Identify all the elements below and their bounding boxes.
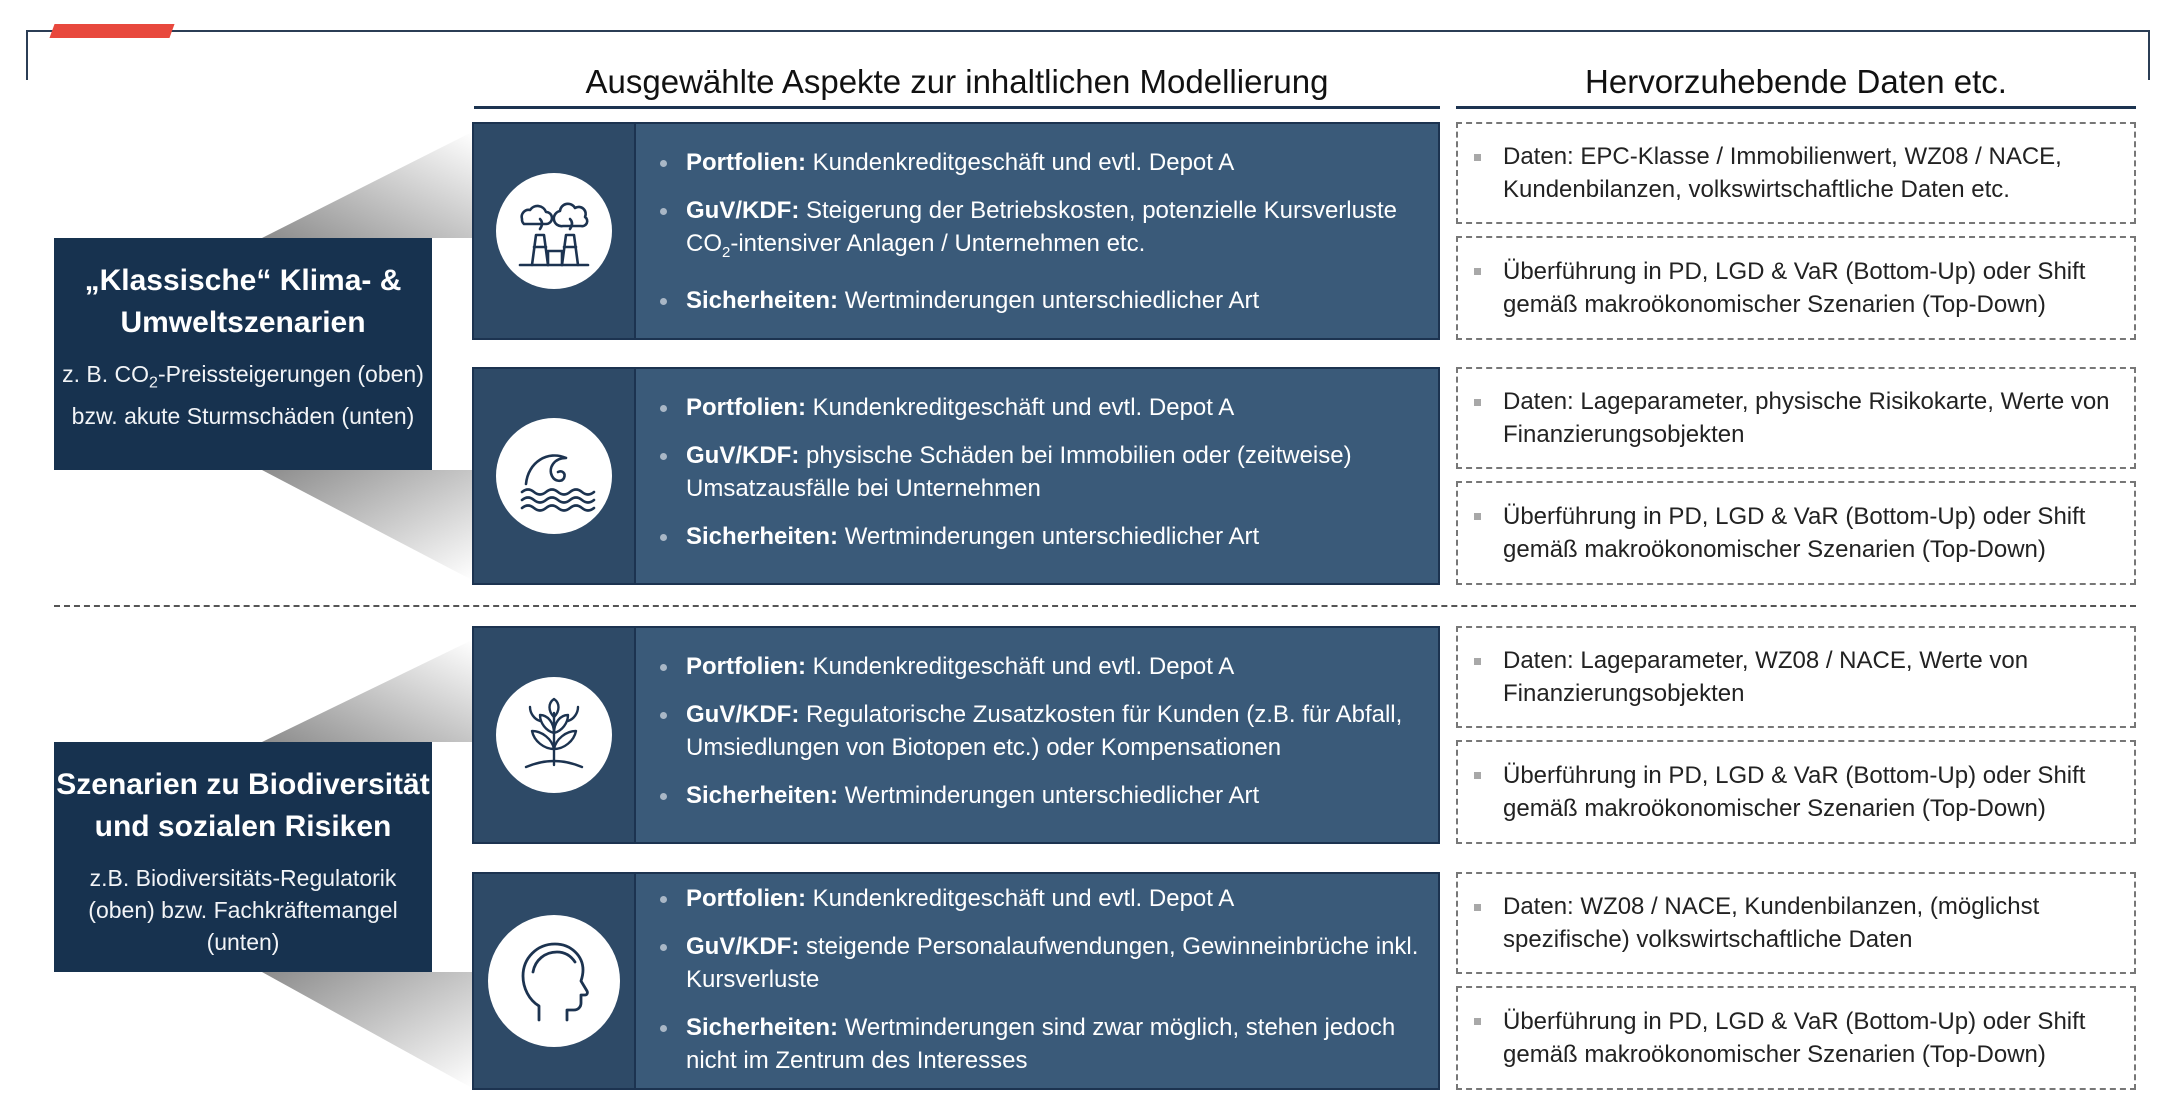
bullet-portfolio: Portfolien: Kundenkreditgeschäft und evtl. Depot A xyxy=(654,146,1424,179)
bullet-portfolio: Portfolien: Kundenkreditgeschäft und evtl. Depot A xyxy=(654,882,1424,915)
data-box-3a xyxy=(1456,626,2136,728)
plant-biodiversity-icon xyxy=(496,677,612,793)
bullet-sicherheiten: Sicherheiten: Wertminderungen sind zwar möglich, stehen jedoch nicht im Zentrum des Interesses xyxy=(654,1011,1424,1077)
funnel-top-1 xyxy=(262,132,472,238)
human-head-icon xyxy=(488,915,620,1047)
scenario-box-biodiversity xyxy=(54,742,432,972)
bullet-guv: GuV/KDF: physische Schäden bei Immobilien oder (zeitweise) Umsatzausfälle bei Unternehmen xyxy=(654,439,1424,505)
funnel-top-2 xyxy=(262,640,472,742)
section-divider xyxy=(54,605,2136,607)
data-text: Daten: Lageparameter, WZ08 / NACE, Werte von Finanzierungsobjekten xyxy=(1503,647,2029,707)
data-box-2b xyxy=(1456,481,2136,585)
scenario-title-climate: „Klassische“ Klima- & Umweltszenarien xyxy=(84,264,402,339)
row-biodiversity xyxy=(472,626,1440,844)
header-data-highlights: Hervorzuhebende Daten etc. xyxy=(1456,58,2136,109)
icon-strip xyxy=(474,628,636,842)
storm-wave-icon xyxy=(496,418,612,534)
data-text: Überführung in PD, LGD & VaR (Bottom-Up) oder Shift gemäß makroökonomischer Szenarien (Top-Down) xyxy=(1503,1008,2086,1068)
square-bullet xyxy=(1474,513,1481,520)
data-box-3b xyxy=(1456,740,2136,844)
square-bullet xyxy=(1474,154,1481,161)
square-bullet xyxy=(1474,904,1481,911)
square-bullet xyxy=(1474,399,1481,406)
row-climate-physical xyxy=(472,367,1440,585)
scenario-subtitle-biodiversity: z.B. Biodiversitäts-Regulatorik (oben) bzw. Fachkräftemangel (unten) xyxy=(88,865,398,955)
bullet-portfolio: Portfolien: Kundenkreditgeschäft und evtl. Depot A xyxy=(654,391,1424,424)
square-bullet xyxy=(1474,1018,1481,1025)
data-text: Überführung in PD, LGD & VaR (Bottom-Up) oder Shift gemäß makroökonomischer Szenarien (Top-Down) xyxy=(1503,762,2086,822)
row-bullets xyxy=(654,391,1424,568)
data-text: Überführung in PD, LGD & VaR (Bottom-Up) oder Shift gemäß makroökonomischer Szenarien (Top-Down) xyxy=(1503,258,2086,318)
data-text: Daten: Lageparameter, physische Risikokarte, Werte von Finanzierungsobjekten xyxy=(1503,388,2110,448)
bullet-portfolio: Portfolien: Kundenkreditgeschäft und evtl. Depot A xyxy=(654,650,1424,683)
row-social-risks xyxy=(472,872,1440,1090)
data-text: Daten: WZ08 / NACE, Kundenbilanzen, (möglichst spezifische) volkswirtschaftliche Daten xyxy=(1503,893,2040,953)
row-bullets xyxy=(654,882,1424,1092)
row-bullets xyxy=(654,146,1424,332)
row-bullets xyxy=(654,650,1424,827)
scenario-box-climate xyxy=(54,238,432,470)
data-box-4b xyxy=(1456,986,2136,1090)
scenario-title-biodiversity: Szenarien zu Biodiversität und sozialen Risiken xyxy=(56,768,430,843)
row-climate-transition xyxy=(472,122,1440,340)
funnel-bottom-2 xyxy=(262,972,472,1088)
bullet-sicherheiten: Sicherheiten: Wertminderungen unterschiedlicher Art xyxy=(654,520,1424,553)
icon-strip xyxy=(474,369,636,583)
icon-strip xyxy=(474,874,636,1088)
data-box-1a xyxy=(1456,122,2136,224)
square-bullet xyxy=(1474,268,1481,275)
bullet-guv: GuV/KDF: Regulatorische Zusatzkosten für Kunden (z.B. für Abfall, Umsiedlungen von Biotopen etc.) oder Kompensationen xyxy=(654,698,1424,764)
funnel-bottom-1 xyxy=(262,470,472,580)
bullet-sicherheiten: Sicherheiten: Wertminderungen unterschiedlicher Art xyxy=(654,284,1424,317)
data-text: Daten: EPC-Klasse / Immobilienwert, WZ08 / NACE, Kundenbilanzen, volkswirtschaftliche Daten etc. xyxy=(1503,143,2062,203)
bullet-sicherheiten: Sicherheiten: Wertminderungen unterschiedlicher Art xyxy=(654,779,1424,812)
data-text: Überführung in PD, LGD & VaR (Bottom-Up) oder Shift gemäß makroökonomischer Szenarien (Top-Down) xyxy=(1503,503,2086,563)
square-bullet xyxy=(1474,772,1481,779)
scenario-subtitle-climate: z. B. $CO_2$-Preissteigerungen (oben) bzw. akute Sturmschäden (unten) xyxy=(62,361,424,429)
icon-strip xyxy=(474,124,636,338)
header-modelling-aspects: Ausgewählte Aspekte zur inhaltlichen Modellierung xyxy=(474,58,1440,109)
factory-pollution-icon xyxy=(496,173,612,289)
data-box-1b xyxy=(1456,236,2136,340)
bullet-guv: GuV/KDF: steigende Personalaufwendungen, Gewinneinbrüche inkl. Kursverluste xyxy=(654,930,1424,996)
data-box-4a xyxy=(1456,872,2136,974)
data-box-2a xyxy=(1456,367,2136,469)
bullet-guv: GuV/KDF: Steigerung der Betriebskosten, potenzielle Kursverluste $CO_2$-intensiver Anlagen / Unternehmen etc. xyxy=(654,194,1424,269)
square-bullet xyxy=(1474,658,1481,665)
